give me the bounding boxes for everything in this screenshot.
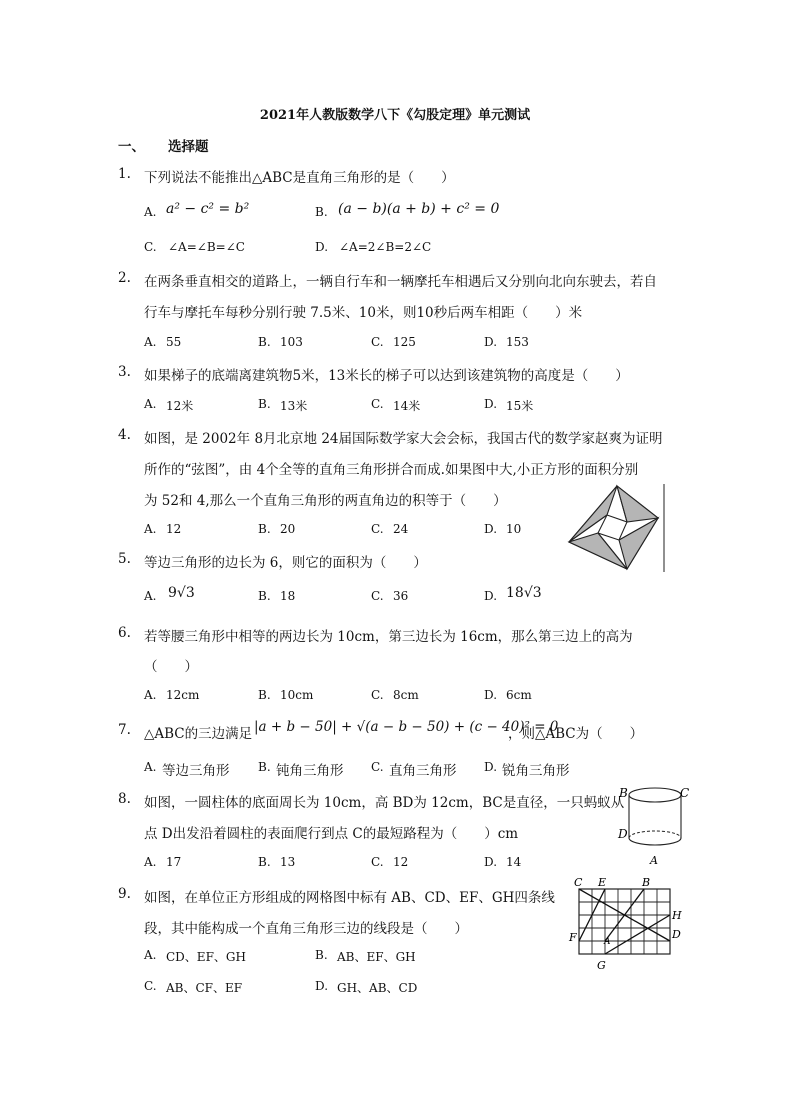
option-label: A. [144, 335, 157, 349]
segment-GH [605, 915, 670, 954]
option-text: 6cm [506, 688, 532, 702]
option-label: D. [315, 240, 329, 254]
grid-border [579, 889, 670, 954]
option-text: 直角三角形 [389, 763, 457, 779]
option-text: 55 [166, 335, 182, 349]
option-label: B. [258, 760, 271, 774]
question-number: 9. [118, 886, 131, 902]
option-text: 103 [280, 335, 303, 349]
question-text: 点 D出发沿着圆柱的表面爬行到点 C的最短路程为（ ）cm [144, 826, 519, 842]
option-label: C. [371, 589, 384, 603]
section-number: 一、 [118, 139, 145, 155]
question-number: 4. [118, 427, 131, 443]
question-text: 若等腰三角形中相等的两边长为 10cm，第三边长为 16cm，那么第三边上的高为 [144, 629, 633, 645]
option-label: D. [484, 760, 498, 774]
option-text: ∠A=2∠B=2∠C [339, 240, 432, 254]
option-label: D. [484, 589, 498, 603]
option-label: B. [258, 522, 271, 536]
option-text: ∠A=∠B=∠C [168, 240, 245, 254]
option-label: D. [484, 522, 498, 536]
option-text: 锐角三角形 [502, 763, 570, 779]
question-number: 3. [118, 364, 131, 380]
question-text: 如果梯子的底端离建筑物5米，13米长的梯子可以达到该建筑物的高度是（ ） [144, 368, 629, 384]
option-text: 125 [393, 335, 416, 349]
point-label: F [569, 931, 577, 944]
option-text: 10 [506, 522, 522, 536]
option-text: 14 [506, 855, 522, 869]
option-label: C. [371, 688, 384, 702]
question-text: （ ） [144, 659, 198, 675]
question-number: 2. [118, 270, 131, 286]
point-label: D [618, 827, 628, 841]
option-label: A. [144, 397, 157, 411]
option-text: 12 [166, 522, 182, 536]
option-label: B. [258, 688, 271, 702]
question-text: 为 52和 4,那么一个直角三角形的两直角边的积等于（ ） [144, 493, 507, 509]
point-label: G [597, 959, 606, 972]
option-label: D. [484, 688, 498, 702]
option-label: C. [144, 240, 157, 254]
cylinder-bottom-front [629, 838, 681, 845]
question-text: ，则△ABC为（ ） [508, 726, 644, 742]
question-formula: |a + b − 50| + √(a − b − 50) + (c − 40)² = 0 [254, 719, 559, 735]
point-label: B [642, 876, 651, 889]
option-label: D. [484, 335, 498, 349]
section-title: 选择题 [168, 139, 209, 155]
pinwheel-figure [560, 482, 670, 574]
option-text: 20 [280, 522, 296, 536]
question-number: 1. [118, 166, 131, 182]
option-label: A. [144, 760, 157, 774]
question-number: 7. [118, 722, 131, 738]
question-text: 如图，一圆柱体的底面周长为 10cm，高 BD为 12cm，BC是直径，一只蚂蚁从 [144, 795, 625, 811]
question-text: 行车与摩托车每秒分别行驶 7.5米、10米，则10秒后两车相距（ ）米 [144, 305, 583, 321]
option-text: 钝角三角形 [276, 763, 344, 779]
option-label: D. [315, 979, 329, 993]
question-number: 8. [118, 791, 131, 807]
option-formula: (a − b)(a + b) + c² = 0 [338, 201, 500, 217]
cylinder-figure [612, 780, 692, 868]
option-label: A. [144, 522, 157, 536]
option-text: 8cm [393, 688, 419, 702]
option-label: C. [371, 760, 384, 774]
option-text: 等边三角形 [162, 763, 230, 779]
question-text: △ABC的三边满足 [144, 726, 253, 742]
option-label: D. [484, 855, 498, 869]
option-text: 10cm [280, 688, 314, 702]
option-text: 14米 [393, 399, 421, 413]
option-label: B. [258, 855, 271, 869]
point-label: C [680, 786, 690, 800]
option-formula: 9√3 [168, 585, 195, 601]
question-text: 如图，在单位正方形组成的网格图中标有 AB、CD、EF、GH四条线 [144, 890, 555, 906]
point-label: A [604, 937, 611, 947]
option-text: AB、EF、GH [337, 950, 416, 964]
option-label: C. [371, 397, 384, 411]
option-label: C. [371, 335, 384, 349]
option-label: A. [144, 855, 157, 869]
point-label: D [672, 928, 681, 941]
option-text: GH、AB、CD [337, 981, 418, 995]
question-text: 段，其中能构成一个直角三角形三边的线段是（ ） [144, 921, 468, 937]
option-text: 153 [506, 335, 529, 349]
option-label: B. [315, 948, 328, 962]
question-number: 6. [118, 625, 131, 641]
option-label: B. [315, 205, 328, 219]
question-text: 在两条垂直相交的道路上，一辆自行车和一辆摩托车相遇后又分别向北向东驶去，若自 [144, 274, 657, 290]
option-text: 12cm [166, 688, 200, 702]
option-label: D. [484, 397, 498, 411]
question-text: 等边三角形的边长为 6，则它的面积为（ ） [144, 555, 427, 571]
option-text: 24 [393, 522, 409, 536]
option-text: 12米 [166, 399, 194, 413]
option-formula: a² − c² = b² [166, 201, 250, 217]
point-label: C [574, 876, 583, 889]
question-text: 下列说法不能推出△ABC是直角三角形的是（ ） [144, 170, 455, 186]
option-text: 13 [280, 855, 296, 869]
option-label: B. [258, 397, 271, 411]
grid-figure [566, 874, 686, 974]
option-label: C. [371, 522, 384, 536]
option-text: 18 [280, 589, 296, 603]
option-text: 15米 [506, 399, 534, 413]
option-label: C. [144, 979, 157, 993]
point-label: A [650, 854, 658, 867]
option-formula: 18√3 [506, 585, 542, 601]
option-label: A. [144, 589, 157, 603]
option-text: 13米 [280, 399, 308, 413]
option-text: 36 [393, 589, 409, 603]
option-text: 17 [166, 855, 182, 869]
point-label: B [619, 786, 628, 800]
option-label: A. [144, 205, 157, 219]
point-label: E [598, 876, 607, 889]
option-label: B. [258, 335, 271, 349]
point-label: H [672, 909, 682, 922]
option-label: A. [144, 688, 157, 702]
option-label: C. [371, 855, 384, 869]
page-title: 2021年人教版数学八下《勾股定理》单元测试 [259, 108, 531, 123]
question-text: 如图，是 2002年 8月北京地 24届国际数学家大会会标，我国古代的数学家赵爽为证明 [144, 431, 663, 447]
option-text: AB、CF、EF [166, 981, 243, 995]
option-label: A. [144, 948, 157, 962]
question-text: 所作的“弦图”，由 4个全等的直角三角形拼合而成.如果图中大,小正方形的面积分别 [144, 462, 639, 478]
question-number: 5. [118, 551, 131, 567]
option-text: CD、EF、GH [166, 950, 246, 964]
option-label: B. [258, 589, 271, 603]
cylinder-top [629, 788, 681, 802]
cylinder-bottom-back [629, 831, 681, 838]
option-text: 12 [393, 855, 409, 869]
